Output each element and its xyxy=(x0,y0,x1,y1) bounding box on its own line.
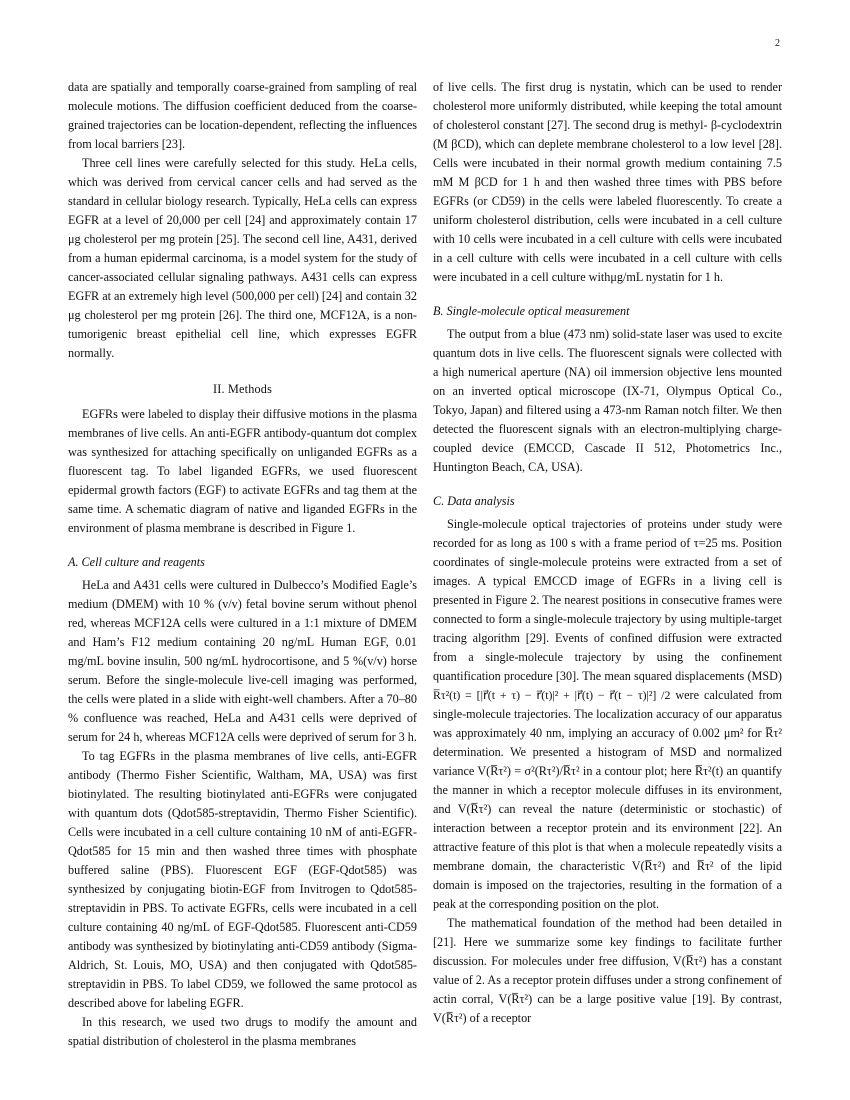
paragraph-text: Single-molecule optical trajectories of proteins under study were recorded for as long as 100 s with a frame period of τ=25 ms. Position coordinates of single-molecule proteins were extracted from a set of images. A typical EMCCD image of EGFRs in a living cell is presented in Figure 2. The nearest positions in consecutive frames were connected to form a single-molecule trajectory by using multiple-target tracing algorithm [29]. Events of confined diffusion were extracted from a single-molecule trajectory by using the confinement quantification procedure [30]. The mean squared displacements (MSD) xyxy=(433,517,782,683)
right-column xyxy=(433,78,782,1028)
paragraph-text: were calculated from single-molecule trajectories. The localization accuracy of our apparatus was approximately 40 nm, implying an accuracy of 0.002 μm² for R̅τ² determination. We presented a histogram of MSD and normalized variance V(R̅τ²) = σ²(Rτ²)/R̅τ² in a contour plot; here R̅τ²(t) an quantify the manner in which a receptor molecule diffuses in its environment, and V(R̅τ²) can reveal the nature (deterministic or stochastic) of interaction between a receptor protein and its environment [22]. An attractive feature of this plot is that when a molecule repeatedly visits a membrane domain, the characteristic V(R̅τ²) and R̅τ² of the lipid domain is imposed on the trajectories, resulting in the formation of a peak at the corresponding position on the plot. xyxy=(433,688,783,911)
paragraph: EGFRs were labeled to display their diffusive motions in the plasma membranes of live cells. An anti-EGFR antibody-quantum dot complex was synthesized for attaching specifically on unliganded EGFRs as a fluorescent tag. To label liganded EGFRs, we used fluorescent epidermal growth factors (EGF) to activate EGFRs and tag them at the same time. A schematic diagram of native and liganded EGFRs in the environment of plasma membrane is described in Figure 1. xyxy=(68,407,417,535)
paragraph: To tag EGFRs in the plasma membranes of live cells, anti-EGFR antibody (Thermo Fisher Scientific, Waltham, MA, USA) was first biotinylated. The resulting biotinylated anti-EGFRs were conjugated with quantum dots (Qdot585-streptavidin, Thermo Fisher Scientific). Cells were incubated in a cell culture containing 10 nM of anti-EGFR-Qdot585 for 15 min and then washed three times with phosphate buffered saline (PBS). Fluorescent EGF (EGF-Qdot585) was synthesized by conjugating biotin-EGF from Invitrogen to Qdot585-streptavidin in PBS. To activate EGFRs, cells were incubated in a cell culture containing 40 ng/mL of EGF-Qdot585. Fluorescent anti-CD59 antibody was synthesized by biotinylating anti-CD59 antibody (Sigma-Aldrich, St. Louis, MO, USA) and then conjugated with Qdot585-streptavidin in PBS. To label CD59, we followed the same protocol as described above for labeling EGFR. xyxy=(68,749,417,1010)
left-column xyxy=(68,78,417,1051)
subsection-heading: A. Cell culture and reagents xyxy=(68,555,205,569)
paragraph: The mathematical foundation of the method had been detailed in [21]. Here we summarize some key findings to facilitate further discussion. For molecules under free diffusion, V(R̅τ²) has a constant value of 2. As a receptor protein diffuses under a strong confinement of actin corral, V(R̅τ²) can be a large positive value [19]. By contrast, V(R̅τ²) of a receptor xyxy=(433,916,782,1025)
subsection-heading: B. Single-molecule optical measurement xyxy=(433,304,630,318)
paragraph: HeLa and A431 cells were cultured in Dulbecco’s Modified Eagle’s medium (DMEM) with 10 % (v/v) fetal bovine serum without phenol red, whereas MCF12A cells were cultured in a 1:1 mixture of DMEM and Ham’s F12 medium containing 20 ng/mL Human EGF, 0.01 mg/mL bovine insulin, 500 ng/mL hydrocortisone, and 5 %(v/v) horse serum. Before the single-molecule live-cell imaging was performed, the cells were plated in a slide with eight-well chambers. After a 70–80 % confluence was reached, HeLa and A431 cells were deprived of serum for 24 h, whereas MCF12A cells were deprived of serum for 3 h. xyxy=(68,578,417,744)
page-number: 2 xyxy=(775,38,780,49)
paragraph xyxy=(433,515,782,914)
subsection-heading: C. Data analysis xyxy=(433,494,515,508)
paragraph: The output from a blue (473 nm) solid-state laser was used to excite quantum dots in live cells. The fluorescent signals were collected with a high numerical aperture (NA) oil immersion objective lens mounted on an inverted optical microscope (IX-71, Olympus Optical Co., Tokyo, Japan) and filtered using a 473-nm Raman notch filter. We then detected the fluorescent signals with an electron-multiplying charge-coupled device (EMCCD, Cascade II 512, Photometrics Inc., Huntington Beach, CA, USA). xyxy=(433,327,782,474)
paragraph: In this research, we used two drugs to modify the amount and spatial distribution of cholesterol in the plasma membranes xyxy=(68,1015,417,1048)
msd-formula: R̅τ²(t) = [|r⃗(t + τ) − r⃗(t)|² + |r⃗(t) − r⃗(t − τ)|²] /2 xyxy=(433,688,671,702)
section-heading: II. Methods xyxy=(212,382,273,396)
paragraph: of live cells. The first drug is nystatin, which can be used to render cholesterol more uniformly distributed, while keeping the total amount of cholesterol constant [27]. The second drug is methyl- β-cyclodextrin (M βCD), which can deplete membrane cholesterol to a low level [28]. Cells were incubated in their normal growth medium containing 7.5 mM M βCD for 1 h and then washed three times with PBS before EGFRs (or CD59) in the cells were labeled fluorescently. To create a uniform cholesterol distribution, cells were incubated in a cell culture with 10 cells were incubated in a cell culture with cells were incubated in a cell culture with cells were incubated in a cell culture with cells were incubated in a cell culture withμg/mL nystatin for 1 h. xyxy=(433,80,782,284)
paragraph: data are spatially and temporally coarse-grained from sampling of real molecule motions. The diffusion coefficient deduced from the coarse-grained trajectories can be location-dependent, reflecting the influences from local barriers [23]. xyxy=(68,80,417,151)
paragraph: Three cell lines were carefully selected for this study. HeLa cells, which was derived from cervical cancer cells and had served as the standard in cellular biology research. Typically, HeLa cells can express EGFR at a level of 20,000 per cell [24] and approximately contain 17 μg cholesterol per mg protein [25]. The second cell line, A431, derived from a human epidermal carcinoma, is a model system for the study of cancer-associated cellular signaling pathways. A431 cells can express EGFR at an extremely high level (500,000 per cell) [24] and contain 32 μg cholesterol per mg protein [26]. The third one, MCF12A, is a non-tumorigenic breast epithelial cell line, which expresses EGFR normally. xyxy=(68,156,417,360)
